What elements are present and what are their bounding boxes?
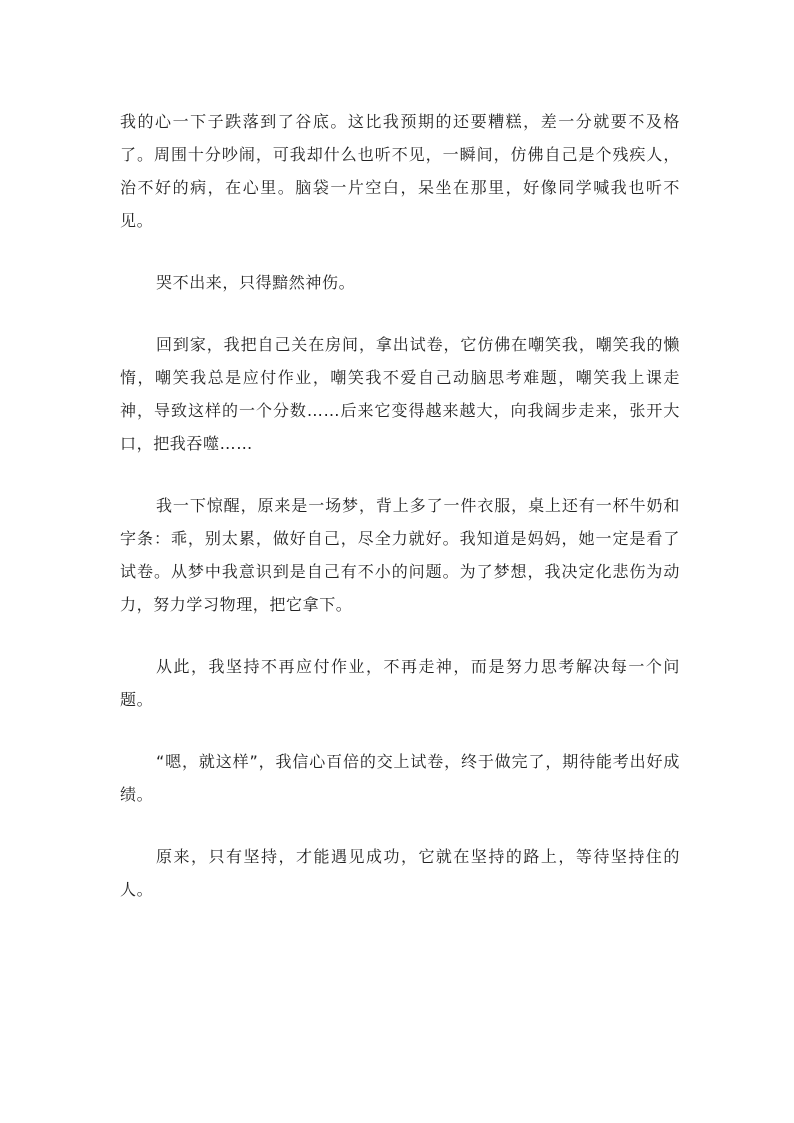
paragraph-1: 我的心一下子跌落到了谷底。这比我预期的还要糟糕，差一分就要不及格了。周围十分吵闹，可我却什么也听不见，一瞬间，仿佛自己是个残疾人，治不好的病，在心里。脑袋一片空白，呆坐在那里，好像同学喊我也听不见。 xyxy=(120,112,680,230)
paragraph-6: “嗯，就这样”，我信心百倍的交上试卷，终于做完了，期待能考出好成绩。 xyxy=(120,752,680,804)
paragraph-7: 原来，只有坚持，才能遇见成功，它就在坚持的路上，等待坚持住的人。 xyxy=(120,847,680,899)
paragraph-4: 我一下惊醒，原来是一场梦，背上多了一件衣服，桌上还有一杯牛奶和字条：乖，别太累，做好自己，尽全力就好。我知道是妈妈，她一定是看了试卷。从梦中我意识到是自己有不小的问题。为了梦想，我决定化悲伤为动力，努力学习物理，把它拿下。 xyxy=(120,496,680,614)
paragraph-2: 哭不出来，只得黯然神伤。 xyxy=(156,273,356,292)
document-body xyxy=(120,105,680,935)
paragraph-5: 从此，我坚持不再应付作业，不再走神，而是努力思考解决每一个问题。 xyxy=(120,657,680,709)
paragraph-3: 回到家，我把自己关在房间，拿出试卷，它仿佛在嘲笑我，嘲笑我的懒惰，嘲笑我总是应付作业，嘲笑我不爱自己动脑思考难题，嘲笑我上课走神，导致这样的一个分数……后来它变得越来越大，向我阔步走来，张开大口，把我吞噬…… xyxy=(120,335,680,453)
